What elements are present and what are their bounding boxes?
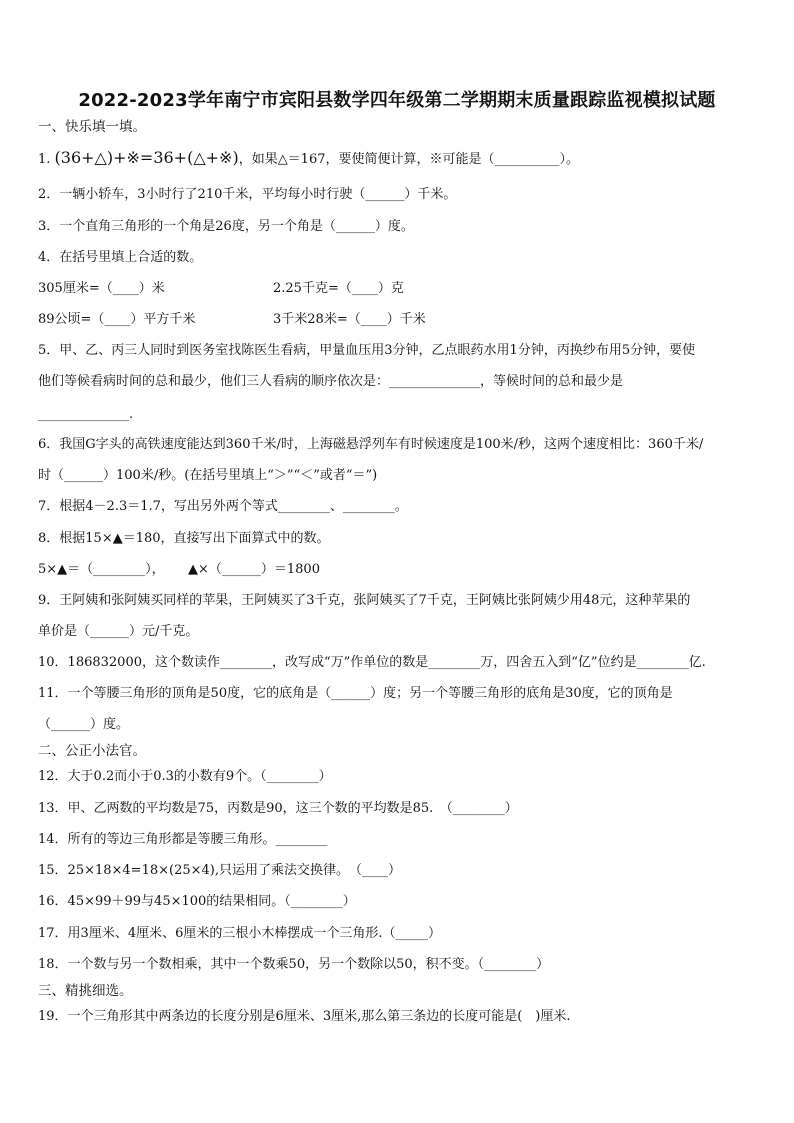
question-16: 16．45×99＋99与45×100的结果相同。（________）	[38, 894, 356, 909]
question-18: 18．一个数与另一个数相乘，其中一个数乘50，另一个数除以50，积不变。（________）	[38, 957, 550, 972]
question-1-formula: (36+△)+※=36+(△+※)	[54, 148, 239, 167]
question-11-line-2: （______）度。	[38, 717, 130, 732]
question-5-line-1: 5．甲、乙、丙三人同时到医务室找陈医生看病，甲量血压用3分钟，乙点眼药水用1分钟，丙换纱布用5分钟，要使	[38, 343, 696, 358]
question-14: 14．所有的等边三角形都是等腰三角形。________	[38, 832, 328, 847]
question-7: 7．根据4－2.3＝1.7，写出另外两个等式________、________。	[38, 499, 408, 514]
question-1	[38, 149, 579, 169]
question-8-a: 5×▲＝（________），	[38, 562, 165, 577]
question-6-line-2: 时（______）100米/秒。(在括号里填上“＞”“＜”或者“＝”)	[38, 468, 378, 483]
question-19: 19．一个三角形其中两条边的长度分别是6厘米、3厘米,那么第三条边的长度可能是( )厘米.	[38, 1009, 571, 1024]
question-17: 17．用3厘米、4厘米、6厘米的三根小木棒摆成一个三角形.（_____）	[38, 926, 441, 941]
question-4-b: 2.25千克=（____）克	[273, 281, 404, 296]
question-4-d: 3千米28米=（____）千米	[273, 312, 426, 327]
question-8-line-1: 8．根据15×▲＝180，直接写出下面算式中的数。	[38, 531, 330, 546]
question-9-line-2: 单价是（______）元/千克。	[38, 624, 199, 639]
section-heading-2: 二、公正小法官。	[38, 743, 146, 759]
question-4-c: 89公顷=（____）平方千米	[38, 312, 196, 327]
page-title: 2022-2023学年南宁市宾阳县数学四年级第二学期期末质量跟踪监视模拟试题	[78, 90, 716, 111]
question-10: 10．186832000，这个数读作________，改写成“万”作单位的数是________万，四舍五入到“亿”位约是________亿.	[38, 655, 706, 670]
question-15: 15．25×18×4=18×(25×4),只运用了乘法交换律。 （____）	[38, 863, 401, 878]
section-heading-3: 三、精挑细选。	[38, 983, 133, 999]
section-heading-1: 一、快乐填一填。	[38, 119, 146, 135]
question-8-b: ▲×（______）＝1800	[188, 562, 320, 577]
question-4-a: 305厘米=（____）米	[38, 281, 165, 296]
question-1-text: ，如果△＝167，要使简便计算，※可能是（__________）。	[238, 152, 579, 167]
question-9-line-1: 9．王阿姨和张阿姨买同样的苹果，王阿姨买了3千克，张阿姨买了7千克，王阿姨比张阿姨少用48元，这种苹果的	[38, 593, 691, 608]
question-5-line-2: 他们等候看病时间的总和最少，他们三人看病的顺序依次是：______________，等候时间的总和最少是	[38, 374, 624, 389]
question-11-line-1: 11．一个等腰三角形的顶角是50度，它的底角是（______）度；另一个等腰三角形的底角是30度，它的顶角是	[38, 686, 673, 701]
question-4-stem: 4．在括号里填上合适的数。	[38, 250, 203, 265]
question-6-line-1: 6．我国G字头的高铁速度能达到360千米/时，上海磁悬浮列车有时候速度是100米/秒，这两个速度相比：360千米/	[38, 437, 704, 452]
question-3: 3．一个直角三角形的一个角是26度，另一个角是（______）度。	[38, 219, 414, 234]
question-5-line-3: ______________.	[38, 407, 134, 422]
question-2: 2．一辆小轿车，3小时行了210千米，平均每小时行驶（______）千米。	[38, 187, 457, 202]
question-1-number: 1.	[38, 152, 51, 167]
question-13: 13．甲、乙两数的平均数是75，丙数是90，这三个数的平均数是85. （________）	[38, 801, 518, 816]
question-12: 12．大于0.2而小于0.3的小数有9个。（________）	[38, 769, 332, 784]
